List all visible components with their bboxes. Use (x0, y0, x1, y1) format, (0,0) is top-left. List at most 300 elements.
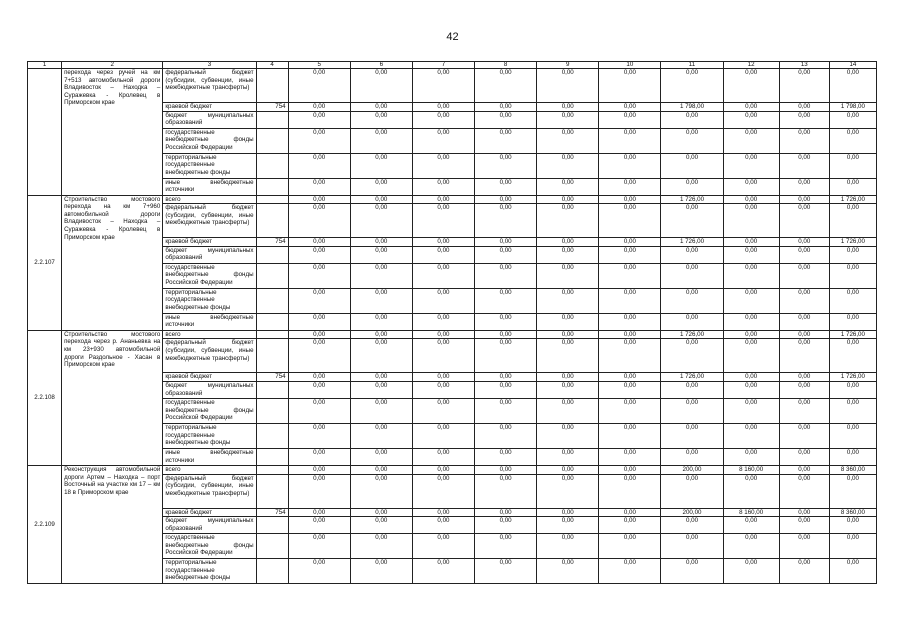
amount-cell: 0,00 (723, 238, 779, 247)
amount-cell: 0,00 (412, 465, 474, 474)
amount-cell: 0,00 (599, 381, 661, 398)
amount-cell: 0,00 (723, 69, 779, 103)
amount-cell: 0,00 (661, 423, 723, 448)
amount-cell: 0,00 (475, 69, 537, 103)
amount-cell: 0,00 (412, 69, 474, 103)
column-header: 13 (779, 62, 829, 69)
table-row (28, 69, 877, 103)
amount-cell: 0,00 (412, 178, 474, 195)
amount-cell: 0,00 (412, 263, 474, 288)
amount-cell: 0,00 (829, 474, 876, 508)
amount-cell: 0,00 (475, 263, 537, 288)
amount-cell: 0,00 (350, 559, 412, 584)
amount-cell: 1 726,00 (829, 330, 876, 339)
column-header: 12 (723, 62, 779, 69)
funding-source: государственные внебюджетные фонды Российской Федерации (163, 534, 256, 559)
funding-source: федеральный бюджет (субсидии, субвенции, иные межбюджетные трансферты) (163, 204, 256, 238)
amount-cell: 0,00 (288, 238, 350, 247)
budget-code (256, 195, 288, 204)
amount-cell: 0,00 (599, 559, 661, 584)
amount-cell: 0,00 (475, 111, 537, 128)
amount-cell: 0,00 (412, 330, 474, 339)
amount-cell: 0,00 (599, 204, 661, 238)
amount-cell: 0,00 (350, 517, 412, 534)
amount-cell: 0,00 (779, 448, 829, 465)
amount-cell: 0,00 (599, 534, 661, 559)
amount-cell: 0,00 (475, 373, 537, 382)
amount-cell: 0,00 (829, 398, 876, 423)
item-name: Реконструкция автомобильной дороги Артем – Находка – порт Восточный на участке км 17 – км 18 в Приморском крае (62, 465, 163, 583)
amount-cell: 0,00 (723, 330, 779, 339)
amount-cell: 0,00 (412, 517, 474, 534)
budget-code (256, 339, 288, 373)
amount-cell: 0,00 (288, 474, 350, 508)
amount-cell: 0,00 (412, 288, 474, 313)
amount-cell: 0,00 (779, 103, 829, 112)
budget-code (256, 313, 288, 330)
amount-cell: 0,00 (661, 246, 723, 263)
amount-cell: 0,00 (829, 534, 876, 559)
amount-cell: 0,00 (779, 238, 829, 247)
amount-cell: 0,00 (412, 339, 474, 373)
amount-cell: 0,00 (537, 559, 599, 584)
item-name: Строительство мостового перехода через р. Ананьевка на км 23+930 автомобильной дороги Раздольное - Хасан в Приморском крае (62, 330, 163, 465)
amount-cell: 0,00 (829, 178, 876, 195)
amount-cell: 0,00 (723, 423, 779, 448)
amount-cell: 8 160,00 (723, 465, 779, 474)
amount-cell: 0,00 (537, 69, 599, 103)
budget-code (256, 153, 288, 178)
amount-cell: 0,00 (599, 288, 661, 313)
amount-cell: 1 726,00 (661, 238, 723, 247)
column-header: 7 (412, 62, 474, 69)
amount-cell: 0,00 (779, 246, 829, 263)
amount-cell: 0,00 (661, 111, 723, 128)
amount-cell: 0,00 (475, 195, 537, 204)
amount-cell: 200,00 (661, 465, 723, 474)
amount-cell: 0,00 (412, 195, 474, 204)
funding-source: территориальные государственные внебюджетные фонды (163, 423, 256, 448)
amount-cell: 0,00 (661, 204, 723, 238)
amount-cell: 0,00 (350, 474, 412, 508)
amount-cell: 0,00 (475, 474, 537, 508)
amount-cell: 0,00 (779, 559, 829, 584)
amount-cell: 0,00 (723, 263, 779, 288)
amount-cell: 0,00 (723, 517, 779, 534)
budget-code (256, 288, 288, 313)
amount-cell: 0,00 (829, 246, 876, 263)
amount-cell: 0,00 (537, 373, 599, 382)
funding-source: краевой бюджет (163, 508, 256, 517)
amount-cell: 0,00 (723, 373, 779, 382)
amount-cell: 0,00 (537, 238, 599, 247)
amount-cell: 0,00 (350, 313, 412, 330)
amount-cell: 0,00 (475, 465, 537, 474)
amount-cell: 0,00 (599, 423, 661, 448)
item-number (28, 69, 62, 196)
column-header: 9 (537, 62, 599, 69)
amount-cell: 0,00 (779, 517, 829, 534)
funding-source: иные внебюджетные источники (163, 178, 256, 195)
amount-cell: 0,00 (412, 111, 474, 128)
amount-cell: 0,00 (779, 508, 829, 517)
budget-code (256, 534, 288, 559)
funding-source: государственные внебюджетные фонды Российской Федерации (163, 263, 256, 288)
amount-cell: 0,00 (537, 111, 599, 128)
amount-cell: 0,00 (599, 313, 661, 330)
amount-cell: 0,00 (723, 204, 779, 238)
amount-cell: 0,00 (537, 195, 599, 204)
amount-cell: 0,00 (723, 474, 779, 508)
amount-cell: 0,00 (350, 103, 412, 112)
amount-cell: 0,00 (723, 288, 779, 313)
amount-cell: 0,00 (779, 465, 829, 474)
amount-cell: 0,00 (412, 246, 474, 263)
amount-cell: 0,00 (475, 128, 537, 153)
amount-cell: 1 726,00 (661, 373, 723, 382)
column-header: 8 (475, 62, 537, 69)
amount-cell: 0,00 (599, 474, 661, 508)
budget-code (256, 111, 288, 128)
amount-cell: 0,00 (412, 398, 474, 423)
amount-cell: 0,00 (537, 330, 599, 339)
amount-cell: 0,00 (475, 448, 537, 465)
amount-cell: 0,00 (412, 153, 474, 178)
amount-cell: 0,00 (599, 111, 661, 128)
item-number: 2.2.109 (28, 465, 62, 583)
amount-cell: 0,00 (779, 288, 829, 313)
table-row (28, 330, 877, 339)
budget-code (256, 69, 288, 103)
amount-cell: 0,00 (475, 559, 537, 584)
budget-code (256, 423, 288, 448)
amount-cell: 0,00 (661, 128, 723, 153)
table-row (28, 465, 877, 474)
amount-cell: 0,00 (599, 330, 661, 339)
amount-cell: 0,00 (829, 128, 876, 153)
amount-cell: 0,00 (475, 103, 537, 112)
amount-cell: 0,00 (829, 381, 876, 398)
amount-cell: 0,00 (537, 153, 599, 178)
amount-cell: 0,00 (350, 339, 412, 373)
amount-cell: 0,00 (412, 474, 474, 508)
amount-cell: 0,00 (779, 423, 829, 448)
amount-cell: 0,00 (537, 398, 599, 423)
amount-cell: 0,00 (661, 178, 723, 195)
amount-cell: 0,00 (288, 423, 350, 448)
amount-cell: 0,00 (723, 339, 779, 373)
amount-cell: 0,00 (350, 263, 412, 288)
amount-cell: 0,00 (723, 448, 779, 465)
amount-cell: 0,00 (475, 339, 537, 373)
item-name: перехода через ручей на км 7+513 автомобильной дороги Владивосток – Находка – Суражевка - Кролевец в Приморском крае (62, 69, 163, 196)
amount-cell: 0,00 (475, 398, 537, 423)
amount-cell: 0,00 (779, 204, 829, 238)
amount-cell: 1 798,00 (829, 103, 876, 112)
amount-cell: 0,00 (288, 195, 350, 204)
amount-cell: 0,00 (779, 474, 829, 508)
amount-cell: 0,00 (723, 128, 779, 153)
amount-cell: 0,00 (661, 381, 723, 398)
funding-source: федеральный бюджет (субсидии, субвенции, иные межбюджетные трансферты) (163, 69, 256, 103)
amount-cell: 0,00 (723, 534, 779, 559)
amount-cell: 0,00 (475, 330, 537, 339)
amount-cell: 0,00 (537, 204, 599, 238)
amount-cell: 0,00 (412, 448, 474, 465)
amount-cell: 0,00 (412, 423, 474, 448)
amount-cell: 0,00 (288, 288, 350, 313)
funding-source: государственные внебюджетные фонды Российской Федерации (163, 128, 256, 153)
budget-table (27, 61, 877, 584)
amount-cell: 0,00 (779, 178, 829, 195)
amount-cell: 0,00 (412, 559, 474, 584)
amount-cell: 8 360,00 (829, 508, 876, 517)
amount-cell: 0,00 (661, 474, 723, 508)
amount-cell: 0,00 (537, 517, 599, 534)
amount-cell: 0,00 (475, 508, 537, 517)
amount-cell: 0,00 (475, 313, 537, 330)
amount-cell: 0,00 (829, 448, 876, 465)
amount-cell: 0,00 (537, 534, 599, 559)
column-header: 1 (28, 62, 62, 69)
amount-cell: 0,00 (779, 128, 829, 153)
amount-cell: 0,00 (288, 69, 350, 103)
amount-cell: 0,00 (350, 508, 412, 517)
amount-cell: 0,00 (537, 448, 599, 465)
amount-cell: 0,00 (537, 381, 599, 398)
amount-cell: 0,00 (288, 313, 350, 330)
amount-cell: 0,00 (537, 103, 599, 112)
budget-code: 754 (256, 508, 288, 517)
amount-cell: 0,00 (412, 313, 474, 330)
amount-cell: 0,00 (599, 339, 661, 373)
funding-source: бюджет муниципальных образований (163, 246, 256, 263)
amount-cell: 0,00 (350, 534, 412, 559)
amount-cell: 0,00 (723, 246, 779, 263)
funding-source: территориальные государственные внебюджетные фонды (163, 153, 256, 178)
column-header: 6 (350, 62, 412, 69)
amount-cell: 0,00 (288, 534, 350, 559)
table-row (28, 195, 877, 204)
amount-cell: 0,00 (475, 288, 537, 313)
funding-source: бюджет муниципальных образований (163, 381, 256, 398)
budget-code (256, 381, 288, 398)
amount-cell: 0,00 (475, 381, 537, 398)
amount-cell: 0,00 (475, 204, 537, 238)
amount-cell: 0,00 (723, 195, 779, 204)
amount-cell: 0,00 (288, 373, 350, 382)
amount-cell: 1 726,00 (661, 195, 723, 204)
amount-cell: 0,00 (779, 534, 829, 559)
amount-cell: 0,00 (599, 448, 661, 465)
amount-cell: 0,00 (599, 373, 661, 382)
amount-cell: 0,00 (412, 508, 474, 517)
amount-cell: 0,00 (599, 465, 661, 474)
amount-cell: 0,00 (537, 313, 599, 330)
column-header: 10 (599, 62, 661, 69)
amount-cell: 0,00 (537, 288, 599, 313)
amount-cell: 0,00 (829, 263, 876, 288)
amount-cell: 0,00 (599, 128, 661, 153)
amount-cell: 0,00 (599, 508, 661, 517)
amount-cell: 0,00 (661, 339, 723, 373)
amount-cell: 0,00 (661, 398, 723, 423)
amount-cell: 0,00 (412, 103, 474, 112)
amount-cell: 0,00 (779, 69, 829, 103)
item-number: 2.2.108 (28, 330, 62, 465)
column-header: 3 (163, 62, 256, 69)
amount-cell: 0,00 (412, 381, 474, 398)
amount-cell: 0,00 (537, 508, 599, 517)
amount-cell: 0,00 (412, 373, 474, 382)
column-header: 2 (62, 62, 163, 69)
amount-cell: 0,00 (599, 153, 661, 178)
funding-source: территориальные государственные внебюджетные фонды (163, 559, 256, 584)
funding-source: территориальные государственные внебюджетные фонды (163, 288, 256, 313)
amount-cell: 0,00 (829, 423, 876, 448)
amount-cell: 0,00 (829, 153, 876, 178)
amount-cell: 0,00 (599, 517, 661, 534)
amount-cell: 0,00 (412, 238, 474, 247)
funding-source: государственные внебюджетные фонды Российской Федерации (163, 398, 256, 423)
amount-cell: 8 360,00 (829, 465, 876, 474)
amount-cell: 0,00 (288, 398, 350, 423)
column-header: 14 (829, 62, 876, 69)
amount-cell: 0,00 (599, 195, 661, 204)
funding-source: бюджет муниципальных образований (163, 111, 256, 128)
column-header: 5 (288, 62, 350, 69)
amount-cell: 0,00 (723, 559, 779, 584)
amount-cell: 0,00 (599, 398, 661, 423)
amount-cell: 0,00 (723, 103, 779, 112)
amount-cell: 0,00 (829, 313, 876, 330)
amount-cell: 0,00 (599, 238, 661, 247)
amount-cell: 0,00 (779, 195, 829, 204)
amount-cell: 0,00 (288, 103, 350, 112)
amount-cell: 0,00 (350, 423, 412, 448)
budget-code (256, 474, 288, 508)
budget-code: 754 (256, 103, 288, 112)
amount-cell: 0,00 (288, 381, 350, 398)
budget-code: 754 (256, 373, 288, 382)
funding-source: краевой бюджет (163, 103, 256, 112)
amount-cell: 0,00 (661, 448, 723, 465)
amount-cell: 0,00 (537, 339, 599, 373)
budget-code (256, 330, 288, 339)
amount-cell: 0,00 (350, 381, 412, 398)
amount-cell: 0,00 (599, 69, 661, 103)
amount-cell: 0,00 (350, 204, 412, 238)
funding-source: краевой бюджет (163, 238, 256, 247)
item-number: 2.2.107 (28, 195, 62, 330)
amount-cell: 1 726,00 (829, 373, 876, 382)
amount-cell: 0,00 (350, 465, 412, 474)
amount-cell: 0,00 (412, 534, 474, 559)
budget-code (256, 517, 288, 534)
amount-cell: 1 726,00 (661, 330, 723, 339)
amount-cell: 1 798,00 (661, 103, 723, 112)
amount-cell: 0,00 (288, 465, 350, 474)
amount-cell: 0,00 (288, 178, 350, 195)
amount-cell: 0,00 (288, 508, 350, 517)
funding-source: иные внебюджетные источники (163, 448, 256, 465)
amount-cell: 0,00 (661, 263, 723, 288)
amount-cell: 0,00 (288, 448, 350, 465)
amount-cell: 0,00 (723, 111, 779, 128)
amount-cell: 0,00 (288, 153, 350, 178)
amount-cell: 0,00 (350, 448, 412, 465)
amount-cell: 1 726,00 (829, 238, 876, 247)
amount-cell: 0,00 (829, 69, 876, 103)
amount-cell: 0,00 (412, 128, 474, 153)
amount-cell: 0,00 (288, 246, 350, 263)
amount-cell: 0,00 (288, 339, 350, 373)
amount-cell: 200,00 (661, 508, 723, 517)
amount-cell: 0,00 (599, 246, 661, 263)
amount-cell: 0,00 (350, 111, 412, 128)
funding-source: федеральный бюджет (субсидии, субвенции, иные межбюджетные трансферты) (163, 339, 256, 373)
amount-cell: 0,00 (829, 559, 876, 584)
amount-cell: 0,00 (829, 339, 876, 373)
amount-cell: 0,00 (350, 330, 412, 339)
amount-cell: 0,00 (350, 128, 412, 153)
budget-code (256, 128, 288, 153)
amount-cell: 0,00 (475, 423, 537, 448)
amount-cell: 0,00 (350, 398, 412, 423)
budget-code (256, 246, 288, 263)
budget-code (256, 465, 288, 474)
amount-cell: 0,00 (661, 534, 723, 559)
amount-cell: 0,00 (779, 330, 829, 339)
amount-cell: 0,00 (288, 330, 350, 339)
amount-cell: 0,00 (350, 153, 412, 178)
budget-code (256, 448, 288, 465)
amount-cell: 0,00 (288, 204, 350, 238)
amount-cell: 0,00 (779, 339, 829, 373)
amount-cell: 0,00 (475, 534, 537, 559)
page-number: 42 (446, 31, 459, 43)
funding-source: федеральный бюджет (субсидии, субвенции, иные межбюджетные трансферты) (163, 474, 256, 508)
amount-cell: 0,00 (288, 128, 350, 153)
amount-cell: 0,00 (350, 238, 412, 247)
amount-cell: 0,00 (288, 517, 350, 534)
amount-cell: 0,00 (475, 238, 537, 247)
amount-cell: 0,00 (475, 178, 537, 195)
amount-cell: 0,00 (779, 398, 829, 423)
amount-cell: 0,00 (723, 381, 779, 398)
amount-cell: 0,00 (288, 559, 350, 584)
header-row (28, 62, 877, 69)
amount-cell: 8 160,00 (723, 508, 779, 517)
amount-cell: 0,00 (779, 373, 829, 382)
amount-cell: 0,00 (537, 178, 599, 195)
amount-cell: 0,00 (599, 178, 661, 195)
amount-cell: 0,00 (537, 246, 599, 263)
amount-cell: 0,00 (537, 465, 599, 474)
amount-cell: 0,00 (829, 204, 876, 238)
amount-cell: 0,00 (661, 559, 723, 584)
amount-cell: 0,00 (779, 263, 829, 288)
amount-cell: 0,00 (829, 111, 876, 128)
amount-cell: 0,00 (661, 153, 723, 178)
amount-cell: 0,00 (661, 517, 723, 534)
budget-code (256, 559, 288, 584)
column-header: 4 (256, 62, 288, 69)
funding-source: иные внебюджетные источники (163, 313, 256, 330)
amount-cell: 0,00 (723, 313, 779, 330)
funding-source: всего (163, 465, 256, 474)
amount-cell: 0,00 (599, 263, 661, 288)
